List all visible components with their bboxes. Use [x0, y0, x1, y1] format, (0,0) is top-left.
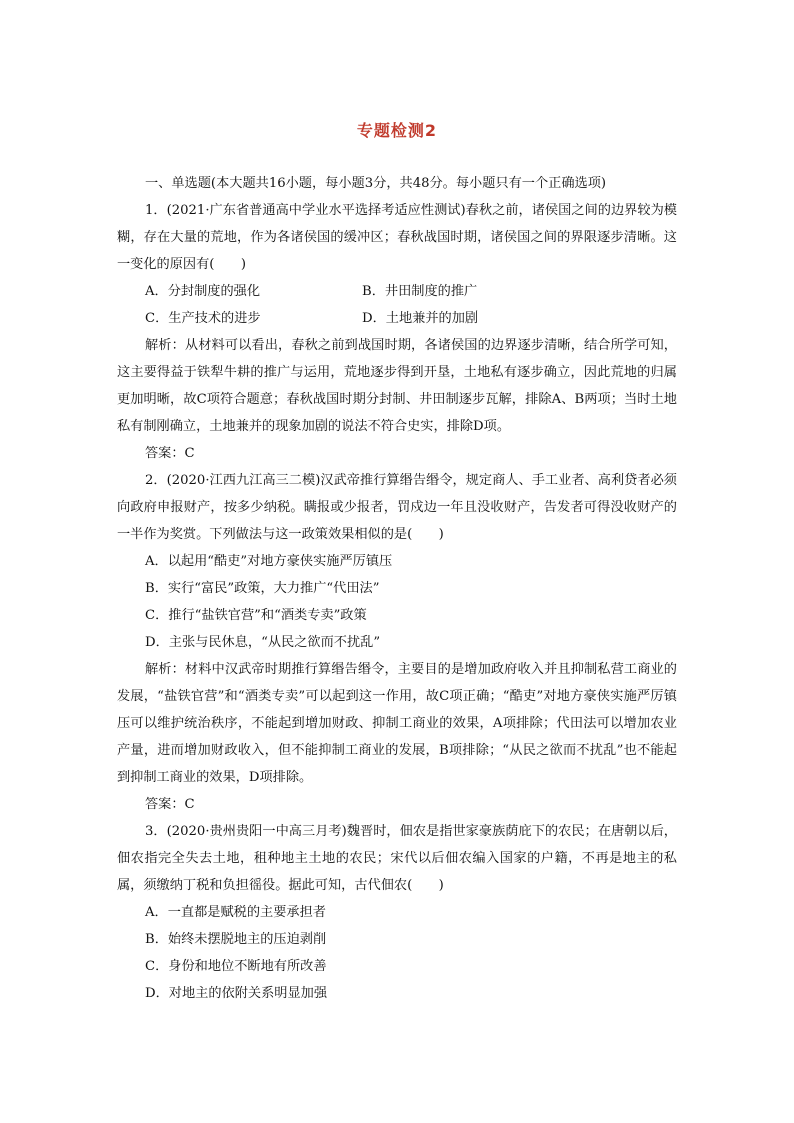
- question-1-options-row-1: [117, 278, 677, 305]
- question-3-option-a: A．一直都是赋税的主要承担者: [145, 905, 326, 920]
- question-1-option-b: B．井田制度的推广: [362, 284, 478, 299]
- question-2-option-d: D．主张与民休息，“从民之欲而不扰乱”: [145, 635, 381, 650]
- question-2-option-a: A．以起用“酷吏”对地方豪侠实施严厉镇压: [145, 554, 393, 569]
- question-1-analysis: 解析：从材料可以看出，春秋之前到战国时期，各诸侯国的边界逐步清晰，结合所学可知，这主要得益于铁犁牛耕的推广与运用，荒地逐步得到开垦，土地私有逐步确立，因此荒地的归属更加明晰，故C项符合题意；春秋战国时期分封制、井田制逐步瓦解，排除A、B两项；当时土地私有制刚确立，土地兼并的现象加剧的说法不符合史实，排除D项。: [117, 338, 677, 434]
- section-heading: 一、单选题(本大题共16小题，每小题3分，共48分。每小题只有一个正确选项): [145, 176, 607, 191]
- question-2-option-c: C．推行“盐铁官营”和“酒类专卖”政策: [145, 608, 367, 623]
- question-1-option-a: A．分封制度的强化: [145, 284, 261, 299]
- question-3-option-b: B．始终未摆脱地主的压迫剥削: [145, 932, 327, 947]
- question-2-stem: 2．(2020·江西九江高三二模)汉武帝推行算缗告缗令，规定商人、手工业者、高利贷者必须向政府申报财产，按多少纳税。瞒报或少报者，罚戍边一年且没收财产，告发者可得没收财产的一半作为奖赏。下列做法与这一政策效果相似的是( ): [117, 473, 677, 542]
- question-3-stem: 3．(2020·贵州贵阳一中高三月考)魏晋时，佃农是指世家豪族荫庇下的农民；在唐朝以后，佃农指完全失去土地，租种地主土地的农民；宋代以后佃农编入国家的户籍，不再是地主的私属，须缴纳丁税和负担徭役。据此可知，古代佃农( ): [117, 824, 677, 893]
- page-title: 专题检测2: [356, 121, 438, 140]
- question-1-options-row-2: [117, 305, 677, 332]
- question-2-option-b: B．实行“富民”政策，大力推广“代田法”: [145, 581, 380, 596]
- question-1-option-c: C．生产技术的进步: [145, 311, 261, 326]
- question-1-option-d: D．土地兼并的加剧: [362, 311, 479, 326]
- question-3-option-c: C．身份和地位不断地有所改善: [145, 959, 327, 974]
- question-2-answer: 答案：C: [145, 797, 195, 812]
- question-1-answer: 答案：C: [145, 446, 195, 461]
- document-body: [117, 170, 677, 1007]
- question-1-stem: 1．(2021·广东省普通高中学业水平选择考适应性测试)春秋之前，诸侯国之间的边界较为模糊，存在大量的荒地，作为各诸侯国的缓冲区；春秋战国时期，诸侯国之间的界限逐步清晰。这一变化的原因有( ): [117, 203, 677, 272]
- question-2-analysis: 解析：材料中汉武帝时期推行算缗告缗令，主要目的是增加政府收入并且抑制私营工商业的发展，“盐铁官营”和“酒类专卖”可以起到这一作用，故C项正确；“酷吏”对地方豪侠实施严厉镇压可以维护统治秩序，不能起到增加财政、抑制工商业的效果，A项排除；代田法可以增加农业产量，进而增加财政收入，但不能抑制工商业的发展，B项排除；“从民之欲而不扰乱”也不能起到抑制工商业的效果，D项排除。: [117, 662, 677, 785]
- question-3-option-d: D．对地主的依附关系明显加强: [145, 986, 328, 1001]
